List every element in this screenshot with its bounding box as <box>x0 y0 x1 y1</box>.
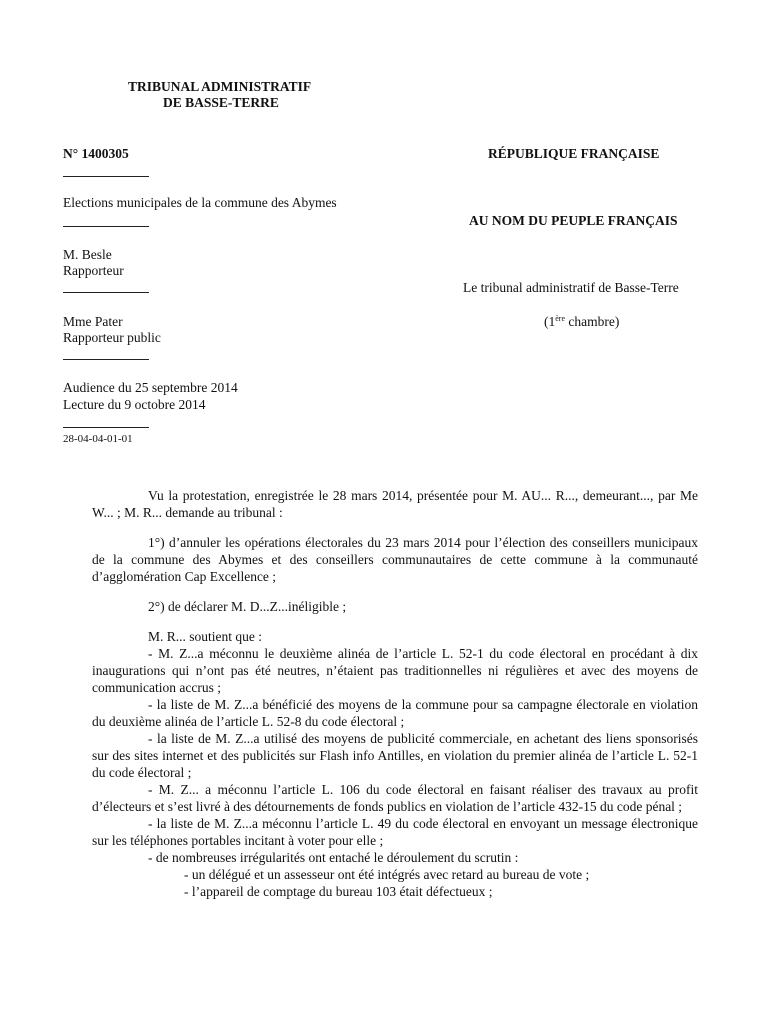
rapporteur-name: M. Besle <box>63 247 112 262</box>
court-name-line1: TRIBUNAL ADMINISTRATIF <box>128 79 312 94</box>
public-rapporteur-role: Rapporteur public <box>63 330 161 345</box>
divider <box>63 359 149 360</box>
reading-date: Lecture du 9 octobre 2014 <box>63 397 206 412</box>
argument-item: - M. Z...a méconnu le deuxième alinéa de l’article L. 52-1 du code électoral en procédant à dix inaugurations qui n’ont pas été neutres, n’étaient pas traditionnelles ni régulières et avec des moyens de communication accrus ; <box>92 646 698 695</box>
argument-item: - la liste de M. Z...a méconnu l’article L. 49 du code électoral en envoyant un message électronique sur les téléphones portables incitant à voter pour elle ; <box>92 816 698 848</box>
argument-item: - M. Z... a méconnu l’article L. 106 du code électoral en faisant réaliser des travaux au profit d’électeurs et s’est livré à des détournements de fonds publics en violation de l’article 432-15 du code pénal ; <box>92 782 698 814</box>
case-number: N° 1400305 <box>63 146 129 161</box>
divider <box>63 226 149 227</box>
argument-subitem: - l’appareil de comptage du bureau 103 était défectueux ; <box>184 884 493 899</box>
argument-item: - la liste de M. Z...a utilisé des moyens de publicité commerciale, en achetant des liens sponsorisés sur des sites internet et des publicités sur Flash info Antilles, en violation du premier alinéa de l’article L. 52-1 du code électoral ; <box>92 731 698 780</box>
argument-item: - de nombreuses irrégularités ont entaché le déroulement du scrutin : <box>148 850 519 865</box>
chamber <box>544 314 619 330</box>
paragraph-protest: Vu la protestation, enregistrée le 28 mars 2014, présentée pour M. AU... R..., demeurant..., par Me W... ; M. R... demande au tribunal : <box>92 488 698 520</box>
rapporteur-role: Rapporteur <box>63 263 124 278</box>
classification-code: 28-04-04-01-01 <box>63 433 133 445</box>
paragraph-arguments-intro: M. R... soutient que : <box>148 629 262 644</box>
tribunal-name: Le tribunal administratif de Basse-Terre <box>463 280 679 295</box>
public-rapporteur-name: Mme Pater <box>63 314 123 329</box>
court-name-line2: DE BASSE-TERRE <box>163 95 279 110</box>
divider <box>63 292 149 293</box>
in-name-of-people: AU NOM DU PEUPLE FRANÇAIS <box>469 213 678 228</box>
case-subject: Elections municipales de la commune des Abymes <box>63 195 337 210</box>
argument-item: - la liste de M. Z...a bénéficié des moyens de la commune pour sa campagne électorale en violation du deuxième alinéa de l’article L. 52-8 du code électoral ; <box>92 697 698 729</box>
chamber-label: chambre) <box>565 314 620 329</box>
chamber-open: (1 <box>544 314 556 329</box>
paragraph-request-2: 2°) de déclarer M. D...Z...inéligible ; <box>148 599 347 614</box>
argument-subitem: - un délégué et un assesseur ont été intégrés avec retard au bureau de vote ; <box>184 867 590 882</box>
chamber-superscript: ère <box>555 314 566 323</box>
paragraph-request-1: 1°) d’annuler les opérations électorales du 23 mars 2014 pour l’élection des conseillers municipaux de la commune des Abymes et des conseillers communautaires de cette commune à la communauté d’agglomération Cap Excellence ; <box>92 535 698 584</box>
document-body <box>92 487 698 900</box>
divider <box>63 427 149 428</box>
republic-title: RÉPUBLIQUE FRANÇAISE <box>488 146 660 161</box>
divider <box>63 176 149 177</box>
hearing-date: Audience du 25 septembre 2014 <box>63 380 238 395</box>
